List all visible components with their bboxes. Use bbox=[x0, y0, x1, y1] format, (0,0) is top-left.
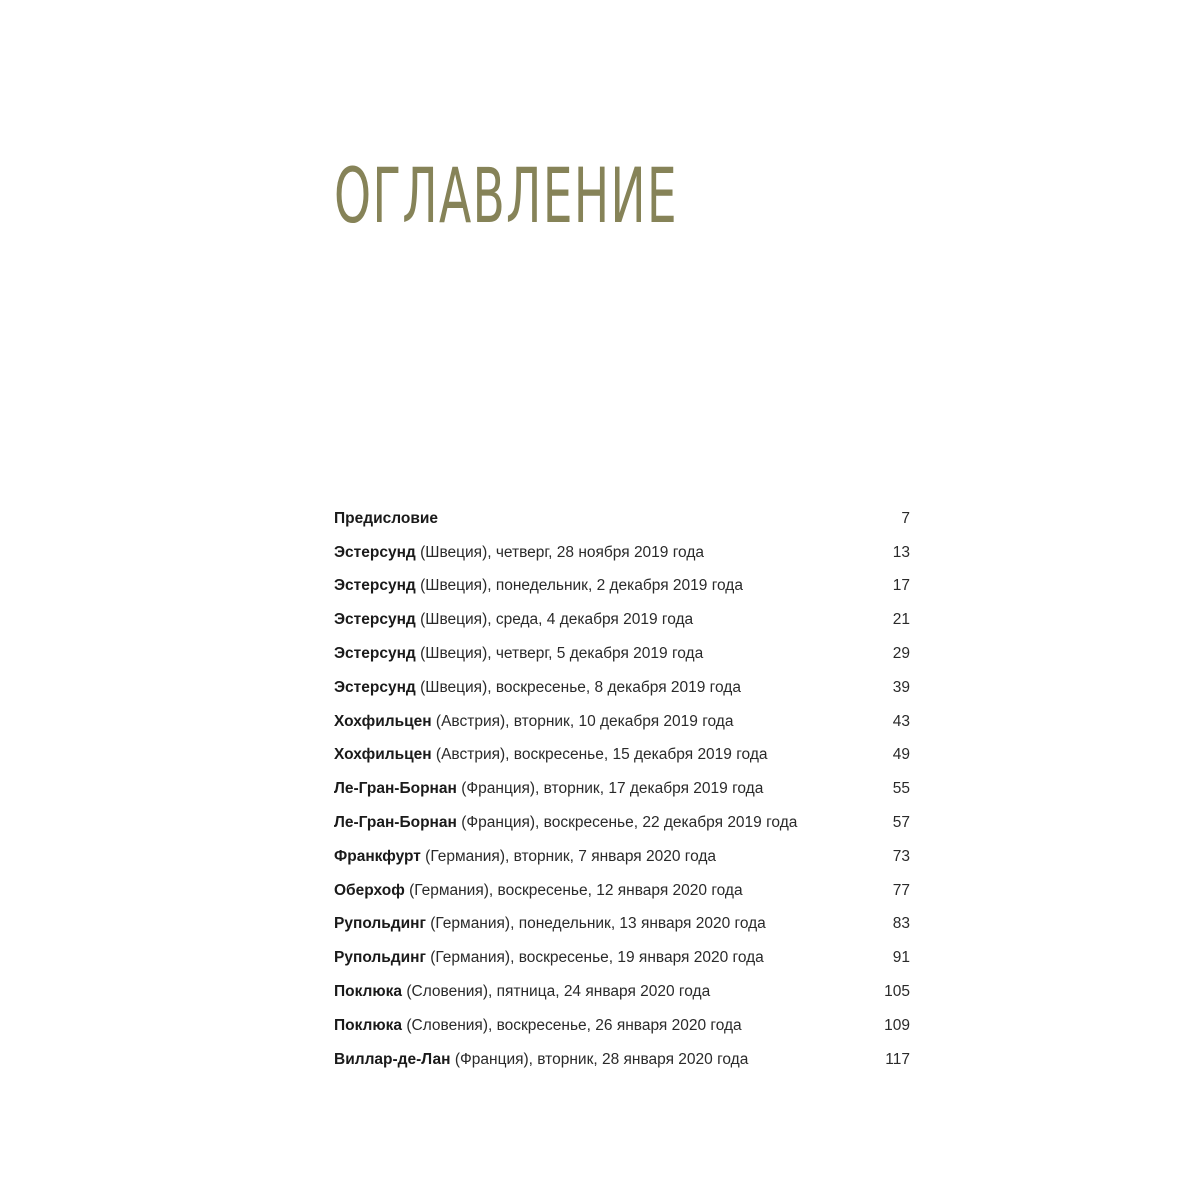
toc-entry bbox=[334, 739, 910, 773]
toc-entry-text bbox=[334, 679, 741, 697]
toc-page-number: 83 bbox=[892, 915, 910, 933]
toc-entry-text bbox=[334, 915, 766, 933]
toc-detail: (Швеция), воскресенье, 8 декабря 2019 года bbox=[415, 678, 741, 696]
toc-detail: (Швеция), четверг, 5 декабря 2019 года bbox=[415, 645, 704, 663]
toc-entry bbox=[334, 502, 910, 536]
toc-detail: (Австрия), вторник, 10 декабря 2019 года bbox=[431, 712, 734, 730]
toc-place: Предисловие bbox=[334, 509, 439, 527]
toc-entry bbox=[334, 975, 910, 1009]
toc-page-number: 77 bbox=[892, 881, 910, 899]
toc-page-number: 91 bbox=[892, 949, 910, 967]
toc-entry bbox=[334, 603, 910, 637]
toc-entry bbox=[334, 840, 910, 874]
toc-detail: (Германия), вторник, 7 января 2020 года bbox=[420, 847, 717, 865]
toc-page-number: 105 bbox=[884, 983, 910, 1001]
toc-detail: (Словения), пятница, 24 января 2020 года bbox=[402, 983, 711, 1001]
toc-page-number: 43 bbox=[892, 712, 910, 730]
toc-detail: (Германия), понедельник, 13 января 2020 года bbox=[425, 915, 766, 933]
toc-entry bbox=[334, 941, 910, 975]
toc-entry-text bbox=[334, 611, 693, 629]
toc-place: Хохфильцен bbox=[334, 746, 432, 764]
toc-entry-text bbox=[334, 713, 733, 731]
toc-entry bbox=[334, 536, 910, 570]
toc-place: Ле-Гран-Борнан bbox=[334, 780, 457, 798]
toc-page-number: 55 bbox=[892, 780, 910, 798]
toc-entry bbox=[334, 772, 910, 806]
toc-page-number: 7 bbox=[901, 509, 910, 527]
toc-entry-text bbox=[334, 645, 703, 663]
toc-place: Эстерсунд bbox=[334, 543, 416, 561]
toc-page-number: 29 bbox=[892, 645, 910, 663]
table-of-contents bbox=[334, 502, 910, 1077]
toc-entry-text bbox=[334, 983, 710, 1001]
toc-entry bbox=[334, 806, 910, 840]
toc-entry-text bbox=[334, 577, 743, 595]
toc-detail: (Австрия), воскресенье, 15 декабря 2019 года bbox=[431, 746, 768, 764]
toc-page-number: 57 bbox=[892, 814, 910, 832]
toc-page-number: 17 bbox=[892, 577, 910, 595]
toc-detail: (Германия), воскресенье, 19 января 2020 года bbox=[425, 949, 764, 967]
toc-place: Виллар-де-Лан bbox=[334, 1050, 451, 1068]
toc-detail: (Словения), воскресенье, 26 января 2020 года bbox=[402, 1016, 742, 1034]
toc-page-number: 21 bbox=[892, 611, 910, 629]
toc-detail: (Франция), вторник, 17 декабря 2019 года bbox=[456, 780, 764, 798]
toc-page-number: 49 bbox=[892, 746, 910, 764]
toc-place: Поклюка bbox=[334, 983, 403, 1001]
toc-entry-text bbox=[334, 746, 768, 764]
toc-entry bbox=[334, 908, 910, 942]
toc-page-number: 39 bbox=[892, 678, 910, 696]
toc-entry bbox=[334, 671, 910, 705]
toc-entry-text bbox=[334, 1017, 742, 1035]
toc-entry-text bbox=[334, 882, 743, 900]
toc-entry bbox=[334, 1043, 910, 1077]
toc-place: Эстерсунд bbox=[334, 678, 416, 696]
toc-place: Оберхоф bbox=[334, 881, 405, 899]
toc-entry bbox=[334, 570, 910, 604]
toc-detail: (Франция), вторник, 28 января 2020 года bbox=[450, 1050, 749, 1068]
toc-entry-text bbox=[334, 949, 764, 967]
toc-entry-text bbox=[334, 848, 716, 866]
toc-detail: (Швеция), четверг, 28 ноября 2019 года bbox=[415, 543, 704, 561]
toc-entry-text bbox=[334, 780, 763, 798]
toc-detail: (Швеция), понедельник, 2 декабря 2019 года bbox=[415, 577, 743, 595]
page-title: ОГЛАВЛЕНИЕ bbox=[334, 151, 678, 240]
toc-place: Поклюка bbox=[334, 1016, 403, 1034]
toc-detail: (Германия), воскресенье, 12 января 2020 года bbox=[404, 881, 743, 899]
toc-entry bbox=[334, 1009, 910, 1043]
toc-entry-text bbox=[334, 814, 797, 832]
toc-place: Рупольдинг bbox=[334, 949, 426, 967]
toc-page-number: 73 bbox=[892, 847, 910, 865]
toc-place: Эстерсунд bbox=[334, 645, 416, 663]
toc-entry-text bbox=[334, 544, 704, 562]
toc-entry-text bbox=[334, 1051, 748, 1069]
toc-place: Хохфильцен bbox=[334, 712, 432, 730]
toc-page-number: 109 bbox=[884, 1016, 910, 1034]
toc-entry bbox=[334, 874, 910, 908]
toc-entry bbox=[334, 637, 910, 671]
toc-detail: (Швеция), среда, 4 декабря 2019 года bbox=[415, 611, 694, 629]
toc-page-number: 117 bbox=[885, 1050, 910, 1068]
toc-entry-text bbox=[334, 510, 438, 528]
toc-place: Рупольдинг bbox=[334, 915, 426, 933]
toc-place: Франкфурт bbox=[334, 847, 421, 865]
toc-place: Эстерсунд bbox=[334, 577, 416, 595]
toc-detail: (Франция), воскресенье, 22 декабря 2019 года bbox=[456, 814, 798, 832]
toc-page-number: 13 bbox=[892, 543, 910, 561]
toc-place: Эстерсунд bbox=[334, 611, 416, 629]
toc-entry bbox=[334, 705, 910, 739]
toc-place: Ле-Гран-Борнан bbox=[334, 814, 457, 832]
